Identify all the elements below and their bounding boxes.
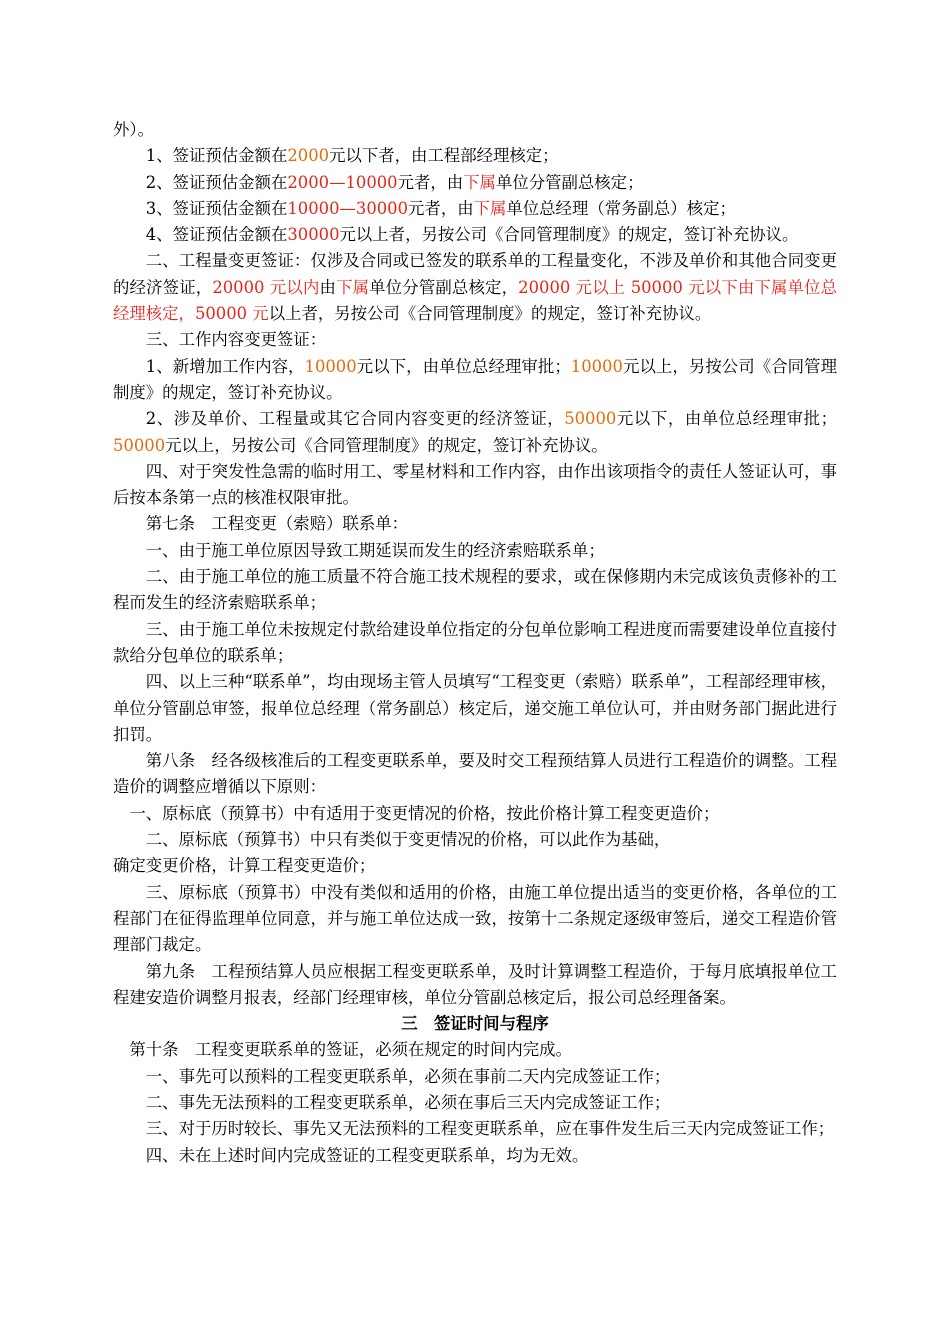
paragraph (113, 1064, 837, 1090)
text-run: 一、事先可以预料的工程变更联系单，必须在事前二天内完成签证工作； (145, 1066, 671, 1086)
paragraph (113, 564, 837, 617)
text-run: 一、由于施工单位原因导致工期延误而发生的经济索赔联系单； (145, 540, 605, 560)
text-run: 3、签证预估金额在 (145, 198, 288, 218)
paragraph (113, 748, 837, 801)
text-run: 第十条 工程变更联系单的签证，必须在规定的时间内完成。 (129, 1040, 572, 1060)
text-run: 二、由于施工单位的施工质量不符合施工技术规程的要求，或在保修期内未完成该负责修补的工程而发生的经济索赔联系单； (113, 567, 837, 613)
text-run: 单位分管副总核定； (495, 172, 644, 192)
paragraph (113, 1037, 837, 1063)
text-run: 三、对于历时较长、事先又无法预料的工程变更联系单，应在事件发生后三天内完成签证工作； (145, 1119, 835, 1139)
paragraph (113, 406, 837, 459)
highlighted-amount: 10000 (570, 356, 623, 376)
paragraph (113, 511, 837, 537)
paragraph (113, 248, 837, 327)
paragraph (113, 538, 837, 564)
text-run: 二、工程量变更签证：仅涉及合同或已签发的联系单的工程量变化，不涉及单价和其他合同变更的经济签证， (113, 251, 837, 297)
text-run: 第八条 经各级核准后的工程变更联系单，要及时交工程预结算人员进行工程造价的调整。工程造价的调整应增循以下原则： (113, 751, 837, 797)
text-run: 二、事先无法预料的工程变更联系单，必须在事后三天内完成签证工作； (145, 1092, 671, 1112)
paragraph (113, 170, 837, 196)
paragraph (113, 880, 837, 959)
paragraph (113, 143, 837, 169)
text-run: 由 (319, 277, 337, 297)
text-run: 三、工作内容变更签证： (145, 330, 327, 350)
text-run: 元以下，由单位总经理审批； (616, 409, 838, 429)
paragraph (113, 853, 837, 879)
text-run: 2、签证预估金额在 (145, 172, 288, 192)
paragraph (113, 801, 837, 827)
text-run: 三、由于施工单位未按规定付款给建设单位指定的分包单位影响工程进度而需要建设单位直接付款给分包单位的联系单； (113, 619, 837, 665)
text-run: 第九条 工程预结算人员应根据工程变更联系单，及时计算调整工程造价，于每月底填报单位工程建安造价调整月报表，经部门经理审核，单位分管副总核定后，报公司总经理备案。 (113, 961, 837, 1007)
text-run: 三 签证时间与程序 (401, 1014, 549, 1034)
text-run: 1、新增加工作内容， (145, 356, 305, 376)
text-run: 以上者，另按公司《合同管理制度》的规定，签订补充协议。 (268, 304, 712, 324)
document-body (113, 117, 837, 1169)
text-run: 元以下，由单位总经理审批； (356, 356, 571, 376)
text-run: 确定变更价格，计算工程变更造价； (113, 856, 376, 876)
paragraph (113, 669, 837, 748)
highlighted-amount: 下属 (473, 198, 507, 218)
text-run: 单位总经理（常务副总）核定； (506, 198, 736, 218)
text-run: 元者，由 (397, 172, 464, 192)
highlighted-amount: 50000 (113, 435, 166, 455)
text-run: 一、原标底（预算书）中有适用于变更情况的价格，按此价格计算工程变更造价； (129, 803, 720, 823)
paragraph (113, 222, 837, 248)
text-run: 4、签证预估金额在 (145, 225, 288, 245)
paragraph (113, 354, 837, 407)
highlighted-amount: 20000 元以上 50000 元以下由下属单位总经理核定，50000 元 (113, 277, 838, 324)
text-run: 二、原标底（预算书）中只有类似于变更情况的价格，可以此作为基础， (145, 830, 671, 850)
paragraph (113, 117, 837, 143)
paragraph (113, 459, 837, 512)
highlighted-amount: 10000 (304, 356, 357, 376)
highlighted-amount: 20000 元以内 (212, 277, 320, 297)
highlighted-amount: 30000 (287, 225, 340, 245)
text-run: 第七条 工程变更（索赔）联系单： (145, 514, 409, 534)
text-run: 元以下者，由工程部经理核定； (329, 146, 559, 166)
text-run: 2、涉及单价、工程量或其它合同内容变更的经济签证， (145, 409, 565, 429)
paragraph (113, 327, 837, 353)
text-run: 元者，由 (408, 198, 474, 218)
text-run: 外）。 (113, 120, 154, 139)
highlighted-amount: 2000—10000 (287, 172, 398, 192)
text-run: 四、以上三种“联系单”，均由现场主管人员填写“工程变更（索赔）联系单”，工程部经理审核，单位分管副总审签，报单位总经理（常务副总）核定后，递交施工单位认可，并由财务部门据此进行扣罚。 (113, 672, 837, 744)
paragraph (113, 1116, 837, 1142)
text-run: 元以上者，另按公司《合同管理制度》的规定，签订补充协议。 (339, 225, 799, 245)
paragraph (113, 959, 837, 1012)
highlighted-amount: 2000 (287, 146, 330, 166)
highlighted-amount: 10000—30000 (287, 198, 409, 218)
highlighted-amount: 下属 (463, 172, 496, 192)
text-run: 三、原标底（预算书）中没有类似和适用的价格，由施工单位提出适当的变更价格，各单位的工程部门在征得监理单位同意，并与施工单位达成一致，按第十二条规定逐级审签后，递交工程造价管理部门裁定。 (113, 882, 837, 955)
highlighted-amount: 50000 (564, 409, 617, 429)
paragraph (113, 617, 837, 670)
paragraph (113, 196, 837, 222)
paragraph (113, 827, 837, 853)
text-run: 元以上，另按公司《合同管理制度》的规定，签订补充协议。 (113, 356, 838, 402)
highlighted-amount: 下属 (336, 277, 370, 297)
text-run: 单位分管副总核定， (369, 277, 519, 297)
text-run: 四、未在上述时间内完成签证的工程变更联系单，均为无效。 (145, 1145, 589, 1165)
text-run: 元以上，另按公司《合同管理制度》的规定，签订补充协议。 (165, 435, 608, 455)
text-run: 1、签证预估金额在 (145, 146, 288, 166)
text-run: 四、对于突发性急需的临时用工、零星材料和工作内容，由作出该项指令的责任人签证认可，事后按本条第一点的核准权限审批。 (113, 461, 837, 508)
section-heading (113, 1011, 837, 1037)
paragraph (113, 1090, 837, 1116)
paragraph (113, 1143, 837, 1169)
